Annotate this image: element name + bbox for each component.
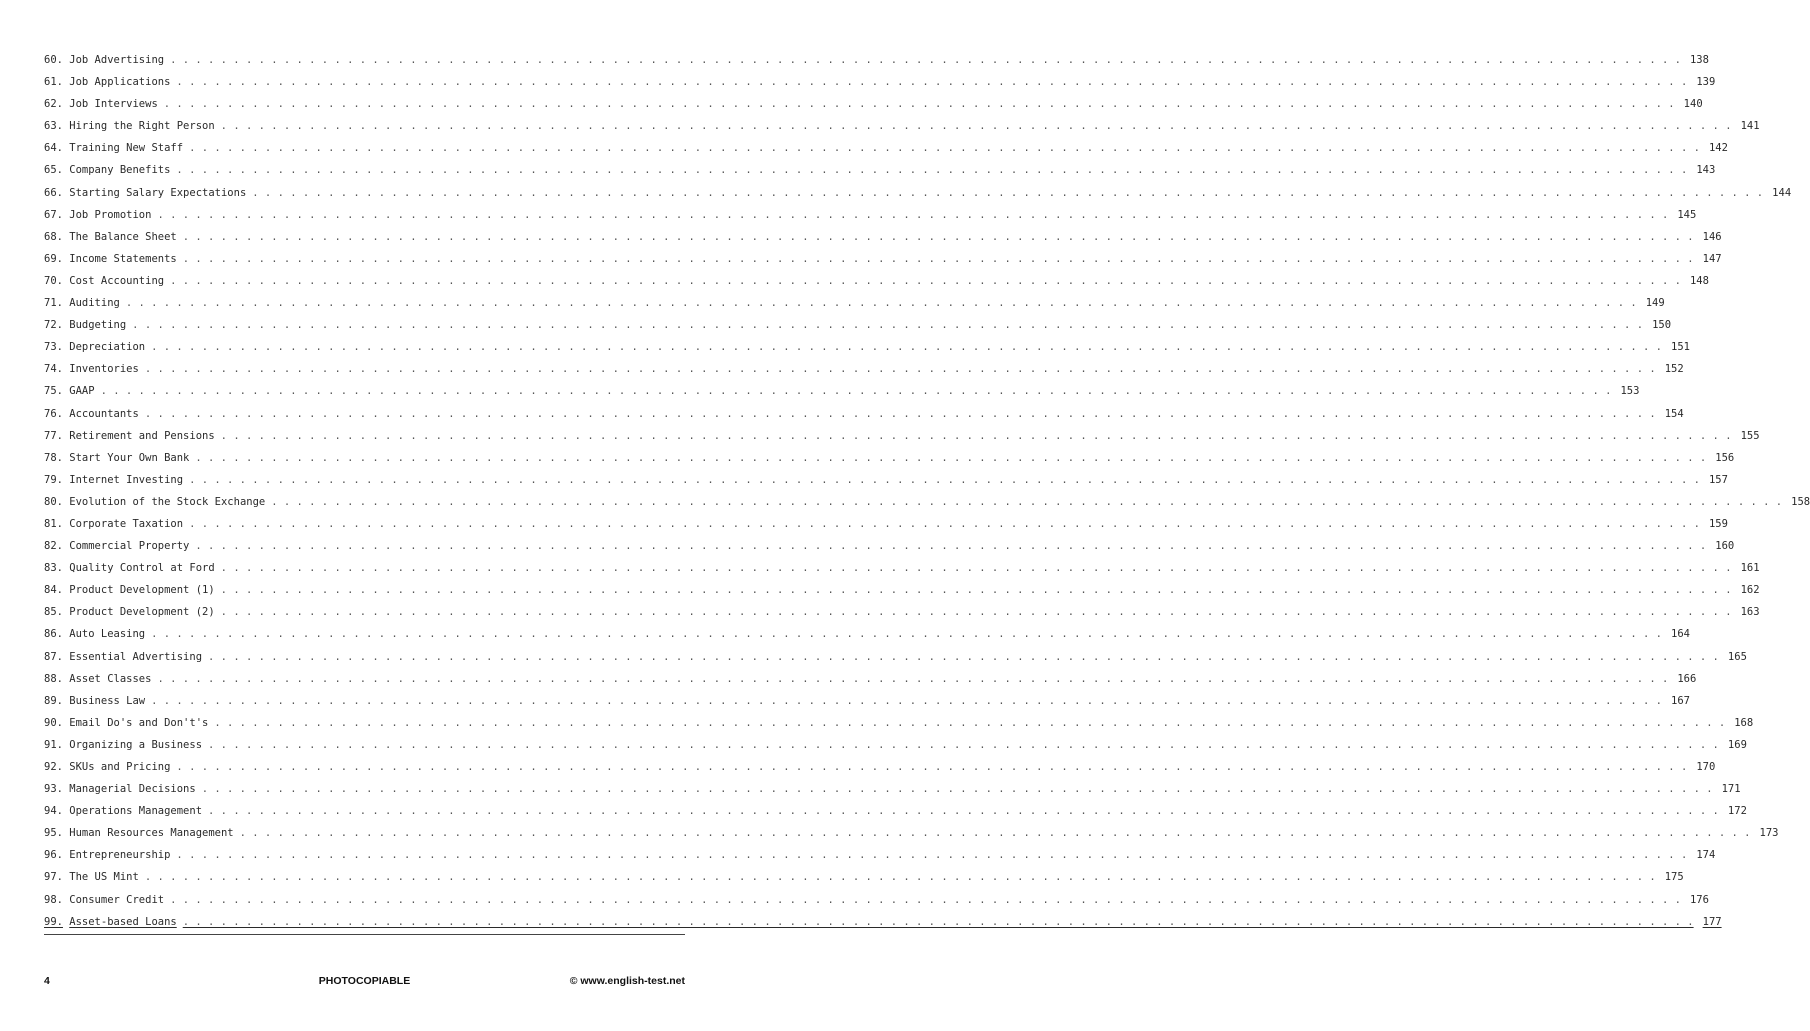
toc-leader-dots: . . . . . . . . . . . . . . . . . . . . . . . . . . . . . . . . . . . . . . . . . . . . . . . . . . . . . . . . . . . . . . . . . . . . . . . . . . . . . . . . . . . . . . . . . . . . . . . . . . . . . . . . . . . . . . . . . . . . . . . .: [220, 584, 1732, 597]
toc-entry-page: 148: [1689, 274, 1709, 287]
toc-entry-number: 69.: [44, 252, 63, 265]
toc-entry: [44, 274, 1709, 297]
toc-entry-number: 84.: [44, 584, 63, 597]
toc-entry-number: 94.: [44, 805, 63, 818]
toc-entry-number: 87.: [44, 650, 63, 663]
toc-entry-page: 170: [1696, 761, 1716, 773]
toc-entry: [44, 451, 1735, 474]
toc-leader-dots: . . . . . . . . . . . . . . . . . . . . . . . . . . . . . . . . . . . . . . . . . . . . . . . . . . . . . . . . . . . . . . . . . . . . . . . . . . . . . . . . . . . . . . . . . . . . . . . . . . . . . . . . . . . . . . . . . . . . . . . .: [170, 54, 1681, 66]
toc-entry-title: The US Mint: [69, 871, 139, 884]
toc-entry-page: 171: [1721, 783, 1741, 796]
toc-entry-title: Income Statements: [69, 252, 177, 265]
toc-entry-page: 147: [1702, 252, 1722, 265]
toc-entry: [44, 783, 1741, 805]
toc-entry-title: Budgeting: [69, 319, 127, 332]
toc-entry: [44, 606, 1760, 628]
toc-leader-dots: . . . . . . . . . . . . . . . . . . . . . . . . . . . . . . . . . . . . . . . . . . . . . . . . . . . . . . . . . . . . . . . . . . . . . . . . . . . . . . . . . . . . . . . . . . . . . . . . . . . . . . . . . . . . . . . . . . . . . . . .: [189, 517, 1700, 530]
toc-entry-page: 140: [1683, 98, 1703, 111]
toc-entry-title: Job Promotion: [69, 208, 152, 221]
toc-entry-title: Cost Accounting: [69, 274, 165, 287]
toc-entry-title: Starting Salary Expectations: [69, 186, 247, 199]
toc-entry-number: 86.: [44, 628, 63, 641]
toc-entry-page: 175: [1664, 871, 1684, 884]
toc-entry-page: 173: [1759, 827, 1779, 840]
toc-entry-number: 91.: [44, 738, 63, 751]
toc-entry-title: SKUs and Pricing: [69, 761, 171, 773]
toc-entry-title: Essential Advertising: [69, 650, 203, 663]
toc-entry-title: Operations Management: [69, 805, 203, 818]
toc-leader-dots: . . . . . . . . . . . . . . . . . . . . . . . . . . . . . . . . . . . . . . . . . . . . . . . . . . . . . . . . . . . . . . . . . . . . . . . . . . . . . . . . . . . . . . . . . . . . . . . . . . . . . . . . . . . . . . . . . . . . . . . .: [144, 363, 1656, 376]
toc-entry: [44, 694, 1690, 717]
toc-entry-title: Business Law: [69, 694, 146, 707]
toc-entry: [44, 827, 1779, 849]
toc-leader-dots: . . . . . . . . . . . . . . . . . . . . . . . . . . . . . . . . . . . . . . . . . . . . . . . . . . . . . . . . . . . . . . . . . . . . . . . . . . . . . . . . . . . . . . . . . . . . . . . . . . . . . . . . . . . . . . . . . . . . . . . .: [176, 761, 1688, 773]
toc-leader-dots: . . . . . . . . . . . . . . . . . . . . . . . . . . . . . . . . . . . . . . . . . . . . . . . . . . . . . . . . . . . . . . . . . . . . . . . . . . . . . . . . . . . . . . . . . . . . . . . . . . . . . . . . . . . . . . . . . . . . . . . .: [144, 871, 1656, 884]
toc-leader-dots: . . . . . . . . . . . . . . . . . . . . . . . . . . . . . . . . . . . . . . . . . . . . . . . . . . . . . . . . . . . . . . . . . . . . . . . . . . . . . . . . . . . . . . . . . . . . . . . . . . . . . . . . . . . . . . . . . . . . . . . .: [163, 98, 1675, 111]
toc-entry-title: Hiring the Right Person: [69, 120, 215, 133]
toc-entry: [44, 363, 1684, 385]
toc-entry-page: 149: [1645, 297, 1665, 310]
toc-entry-number: 92.: [44, 761, 63, 773]
toc-entry-page: 161: [1740, 562, 1760, 575]
toc-entry-page: 174: [1696, 849, 1716, 862]
toc-entry: [44, 871, 1684, 893]
toc-entry: [44, 319, 1672, 341]
toc-leader-dots: . . . . . . . . . . . . . . . . . . . . . . . . . . . . . . . . . . . . . . . . . . . . . . . . . . . . . . . . . . . . . . . . . . . . . . . . . . . . . . . . . . . . . . . . . . . . . . . . . . . . . . . . . . . . . . . . . . . . . . . .: [182, 915, 1694, 928]
toc-entry-page: 156: [1715, 451, 1735, 464]
toc-entry-page: 172: [1727, 805, 1747, 818]
page-footer: [44, 975, 685, 991]
toc-entry-number: 95.: [44, 827, 63, 840]
toc-entry-title: Human Resources Management: [69, 827, 234, 840]
toc-entry-page: 160: [1715, 540, 1735, 553]
toc-entry-number: 68.: [44, 230, 63, 243]
toc-entry-page: 152: [1664, 363, 1684, 376]
toc-entry: [44, 761, 1716, 783]
toc-leader-dots: . . . . . . . . . . . . . . . . . . . . . . . . . . . . . . . . . . . . . . . . . . . . . . . . . . . . . . . . . . . . . . . . . . . . . . . . . . . . . . . . . . . . . . . . . . . . . . . . . . . . . . . . . . . . . . . . . . . . . . . .: [220, 429, 1732, 442]
toc-entry-number: 63.: [44, 120, 63, 133]
toc-entry-page: 162: [1740, 584, 1760, 597]
toc-leader-dots: . . . . . . . . . . . . . . . . . . . . . . . . . . . . . . . . . . . . . . . . . . . . . . . . . . . . . . . . . . . . . . . . . . . . . . . . . . . . . . . . . . . . . . . . . . . . . . . . . . . . . . . . . . . . . . . . . . . . . . . .: [220, 120, 1732, 133]
toc-entry-title: Corporate Taxation: [69, 517, 184, 530]
toc-entry-page: 141: [1740, 120, 1760, 133]
toc-entry-page: 154: [1664, 407, 1684, 420]
toc-leader-dots: . . . . . . . . . . . . . . . . . . . . . . . . . . . . . . . . . . . . . . . . . . . . . . . . . . . . . . . . . . . . . . . . . . . . . . . . . . . . . . . . . . . . . . . . . . . . . . . . . . . . . . . . . . . . . . . . . . . . . . . .: [220, 606, 1732, 619]
toc-leader-dots: . . . . . . . . . . . . . . . . . . . . . . . . . . . . . . . . . . . . . . . . . . . . . . . . . . . . . . . . . . . . . . . . . . . . . . . . . . . . . . . . . . . . . . . . . . . . . . . . . . . . . . . . . . . . . . . . . . . . . . . .: [239, 827, 1751, 840]
toc-entry-number: 98.: [44, 893, 63, 906]
toc-entry-number: 89.: [44, 694, 63, 707]
toc-entry: [44, 252, 1722, 275]
toc-entry-title: Organizing a Business: [69, 738, 203, 751]
toc-entry-title: Inventories: [69, 363, 139, 376]
toc-leader-dots: . . . . . . . . . . . . . . . . . . . . . . . . . . . . . . . . . . . . . . . . . . . . . . . . . . . . . . . . . . . . . . . . . . . . . . . . . . . . . . . . . . . . . . . . . . . . . . . . . . . . . . . . . . . . . . . . . . . . . . . .: [201, 783, 1713, 796]
toc-leader-dots: . . . . . . . . . . . . . . . . . . . . . . . . . . . . . . . . . . . . . . . . . . . . . . . . . . . . . . . . . . . . . . . . . . . . . . . . . . . . . . . . . . . . . . . . . . . . . . . . . . . . . . . . . . . . . . . . . . . . . . . .: [182, 252, 1694, 265]
toc-entry-number: 78.: [44, 451, 63, 464]
toc-entry-number: 61.: [44, 76, 63, 89]
toc-entry: [44, 849, 1716, 871]
toc-entry-page: 138: [1689, 54, 1709, 66]
toc-leader-dots: . . . . . . . . . . . . . . . . . . . . . . . . . . . . . . . . . . . . . . . . . . . . . . . . . . . . . . . . . . . . . . . . . . . . . . . . . . . . . . . . . . . . . . . . . . . . . . . . . . . . . . . . . . . . . . . . . . . . . . . .: [182, 230, 1694, 243]
toc-entry: [44, 164, 1716, 186]
toc-leader-dots: . . . . . . . . . . . . . . . . . . . . . . . . . . . . . . . . . . . . . . . . . . . . . . . . . . . . . . . . . . . . . . . . . . . . . . . . . . . . . . . . . . . . . . . . . . . . . . . . . . . . . . . . . . . . . . . . . . . . . . . .: [157, 208, 1669, 221]
toc-entry-page: 159: [1708, 517, 1728, 530]
toc-entry-title: Asset Classes: [69, 672, 152, 685]
toc-entry-number: 85.: [44, 606, 63, 619]
toc-entry: [44, 120, 1760, 142]
toc-leader-dots: . . . . . . . . . . . . . . . . . . . . . . . . . . . . . . . . . . . . . . . . . . . . . . . . . . . . . . . . . . . . . . . . . . . . . . . . . . . . . . . . . . . . . . . . . . . . . . . . . . . . . . . . . . . . . . . . . . . . . . . .: [195, 451, 1707, 464]
toc-entry-page: 177: [1702, 915, 1722, 928]
toc-leader-dots: . . . . . . . . . . . . . . . . . . . . . . . . . . . . . . . . . . . . . . . . . . . . . . . . . . . . . . . . . . . . . . . . . . . . . . . . . . . . . . . . . . . . . . . . . . . . . . . . . . . . . . . . . . . . . . . . . . . . . . . .: [151, 628, 1662, 641]
toc-entry: [44, 584, 1760, 606]
toc-entry: [44, 517, 1728, 540]
toc-leader-dots: . . . . . . . . . . . . . . . . . . . . . . . . . . . . . . . . . . . . . . . . . . . . . . . . . . . . . . . . . . . . . . . . . . . . . . . . . . . . . . . . . . . . . . . . . . . . . . . . . . . . . . . . . . . . . . . . . . . . . . . .: [189, 473, 1700, 486]
toc-entry-page: 169: [1727, 738, 1747, 751]
toc-leader-dots: . . . . . . . . . . . . . . . . . . . . . . . . . . . . . . . . . . . . . . . . . . . . . . . . . . . . . . . . . . . . . . . . . . . . . . . . . . . . . . . . . . . . . . . . . . . . . . . . . . . . . . . . . . . . . . . . . . . . . . . .: [208, 650, 1719, 663]
toc-entry: [44, 716, 1754, 739]
toc-entry-title: Internet Investing: [69, 473, 184, 486]
toc-entry: [44, 429, 1760, 452]
toc-entry: [44, 628, 1690, 650]
toc-entry: [44, 407, 1684, 430]
toc-leader-dots: . . . . . . . . . . . . . . . . . . . . . . . . . . . . . . . . . . . . . . . . . . . . . . . . . . . . . . . . . . . . . . . . . . . . . . . . . . . . . . . . . . . . . . . . . . . . . . . . . . . . . . . . . . . . . . . . . . . . . . . .: [176, 76, 1688, 89]
toc-leader-dots: . . . . . . . . . . . . . . . . . . . . . . . . . . . . . . . . . . . . . . . . . . . . . . . . . . . . . . . . . . . . . . . . . . . . . . . . . . . . . . . . . . . . . . . . . . . . . . . . . . . . . . . . . . . . . . . . . . . . . . . .: [208, 738, 1719, 751]
toc-leader-dots: . . . . . . . . . . . . . . . . . . . . . . . . . . . . . . . . . . . . . . . . . . . . . . . . . . . . . . . . . . . . . . . . . . . . . . . . . . . . . . . . . . . . . . . . . . . . . . . . . . . . . . . . . . . . . . . . . . . . . . . .: [208, 805, 1719, 818]
toc-leader-dots: . . . . . . . . . . . . . . . . . . . . . . . . . . . . . . . . . . . . . . . . . . . . . . . . . . . . . . . . . . . . . . . . . . . . . . . . . . . . . . . . . . . . . . . . . . . . . . . . . . . . . . . . . . . . . . . . . . . . . . . .: [176, 849, 1688, 862]
toc-entry-page: 164: [1671, 628, 1690, 641]
toc-entry-title: Product Development (1): [69, 584, 215, 597]
toc-entry-number: 74.: [44, 363, 63, 376]
toc-entry-number: 97.: [44, 871, 63, 884]
toc-entry-page: 145: [1677, 208, 1697, 221]
toc-entry: [44, 54, 1709, 76]
toc-entry-page: 150: [1652, 319, 1672, 332]
toc-entry: [44, 186, 1792, 209]
toc-entry-title: Product Development (2): [69, 606, 215, 619]
toc-entry-number: 83.: [44, 562, 63, 575]
toc-entry-number: 73.: [44, 341, 63, 354]
toc-entry: [44, 650, 1747, 673]
toc-entry-page: 168: [1734, 716, 1754, 729]
toc-entry: [44, 76, 1716, 98]
toc-entry-page: 155: [1740, 429, 1760, 442]
toc-entry-number: 62.: [44, 98, 63, 111]
toc-entry-number: 67.: [44, 208, 63, 221]
toc-entry: [44, 562, 1760, 584]
toc-entry: [44, 495, 1810, 518]
toc-entry: [44, 893, 1709, 916]
toc-entry-title: GAAP: [69, 385, 95, 398]
toc-leader-dots: . . . . . . . . . . . . . . . . . . . . . . . . . . . . . . . . . . . . . . . . . . . . . . . . . . . . . . . . . . . . . . . . . . . . . . . . . . . . . . . . . . . . . . . . . . . . . . . . . . . . . . . . . . . . . . . . . . . . . . . .: [157, 672, 1669, 685]
toc-entry-title: Training New Staff: [69, 142, 184, 155]
toc-entry-number: 66.: [44, 186, 63, 199]
toc-entry: [44, 738, 1747, 761]
toc-entry-number: 76.: [44, 407, 63, 420]
toc-leader-dots: . . . . . . . . . . . . . . . . . . . . . . . . . . . . . . . . . . . . . . . . . . . . . . . . . . . . . . . . . . . . . . . . . . . . . . . . . . . . . . . . . . . . . . . . . . . . . . . . . . . . . . . . . . . . . . . . . . . . . . . .: [220, 562, 1732, 575]
toc-entry-page: 146: [1702, 230, 1722, 243]
toc-entry: [44, 208, 1697, 231]
toc-entry-number: 60.: [44, 54, 63, 66]
toc-entry-page: 157: [1708, 473, 1728, 486]
toc-leader-dots: . . . . . . . . . . . . . . . . . . . . . . . . . . . . . . . . . . . . . . . . . . . . . . . . . . . . . . . . . . . . . . . . . . . . . . . . . . . . . . . . . . . . . . . . . . . . . . . . . . . . . . . . . . . . . . . . . . . . . . . .: [144, 407, 1656, 420]
toc-entry-title: Job Advertising: [69, 54, 165, 66]
toc-entry-title: Job Interviews: [69, 98, 158, 111]
toc-entry: [44, 341, 1690, 363]
toc-entry-page: 163: [1740, 606, 1760, 619]
toc-leader-dots: . . . . . . . . . . . . . . . . . . . . . . . . . . . . . . . . . . . . . . . . . . . . . . . . . . . . . . . . . . . . . . . . . . . . . . . . . . . . . . . . . . . . . . . . . . . . . . . . . . . . . . . . . . . . . . . . . . . . . . . .: [151, 694, 1662, 707]
toc-entry-number: 99.: [44, 915, 63, 928]
toc-leader-dots: . . . . . . . . . . . . . . . . . . . . . . . . . . . . . . . . . . . . . . . . . . . . . . . . . . . . . . . . . . . . . . . . . . . . . . . . . . . . . . . . . . . . . . . . . . . . . . . . . . . . . . . . . . . . . . . . . . . . . . . .: [170, 274, 1681, 287]
toc-entry-number: 64.: [44, 142, 63, 155]
toc-entry-page: 165: [1727, 650, 1747, 663]
toc-leader-dots: . . . . . . . . . . . . . . . . . . . . . . . . . . . . . . . . . . . . . . . . . . . . . . . . . . . . . . . . . . . . . . . . . . . . . . . . . . . . . . . . . . . . . . . . . . . . . . . . . . . . . . . . . . . . . . . . . . . . . . . .: [189, 142, 1700, 155]
toc-leader-dots: . . . . . . . . . . . . . . . . . . . . . . . . . . . . . . . . . . . . . . . . . . . . . . . . . . . . . . . . . . . . . . . . . . . . . . . . . . . . . . . . . . . . . . . . . . . . . . . . . . . . . . . . . . . . . . . . . . . . . . . .: [176, 164, 1688, 177]
toc-entry: [44, 297, 1665, 319]
toc-entry: [44, 473, 1728, 496]
toc-entry-number: 90.: [44, 716, 63, 729]
toc-entry-title: Managerial Decisions: [69, 783, 196, 796]
toc-entry-page: 143: [1696, 164, 1716, 177]
table-of-contents: [44, 54, 1810, 938]
toc-entry: [44, 142, 1728, 164]
toc-entry: [44, 230, 1722, 253]
toc-leader-dots: . . . . . . . . . . . . . . . . . . . . . . . . . . . . . . . . . . . . . . . . . . . . . . . . . . . . . . . . . . . . . . . . . . . . . . . . . . . . . . . . . . . . . . . . . . . . . . . . . . . . . . . . . . . . . . . . . . . . . . . .: [170, 893, 1681, 906]
toc-entry-number: 96.: [44, 849, 63, 862]
toc-entry-title: Accountants: [69, 407, 139, 420]
toc-leader-dots: . . . . . . . . . . . . . . . . . . . . . . . . . . . . . . . . . . . . . . . . . . . . . . . . . . . . . . . . . . . . . . . . . . . . . . . . . . . . . . . . . . . . . . . . . . . . . . . . . . . . . . . . . . . . . . . . . . . . . . . .: [252, 186, 1764, 199]
toc-entry-number: 80.: [44, 495, 63, 508]
toc-entry-number: 75.: [44, 385, 63, 398]
toc-entry-page: 142: [1708, 142, 1728, 155]
toc-entry-number: 79.: [44, 473, 63, 486]
toc-entry-page: 144: [1772, 186, 1792, 199]
toc-leader-dots: . . . . . . . . . . . . . . . . . . . . . . . . . . . . . . . . . . . . . . . . . . . . . . . . . . . . . . . . . . . . . . . . . . . . . . . . . . . . . . . . . . . . . . . . . . . . . . . . . . . . . . . . . . . . . . . . . . . . . . . .: [195, 540, 1707, 553]
toc-entry-number: 81.: [44, 517, 63, 530]
toc-leader-dots: . . . . . . . . . . . . . . . . . . . . . . . . . . . . . . . . . . . . . . . . . . . . . . . . . . . . . . . . . . . . . . . . . . . . . . . . . . . . . . . . . . . . . . . . . . . . . . . . . . . . . . . . . . . . . . . . . . . . . . . .: [132, 319, 1644, 332]
toc-entry-number: 71.: [44, 297, 63, 310]
toc-entry-title: The Balance Sheet: [69, 230, 177, 243]
toc-entry: [44, 672, 1697, 695]
toc-entry-number: 82.: [44, 540, 63, 553]
toc-entry-title: Commercial Property: [69, 540, 190, 553]
toc-entry-page: 151: [1671, 341, 1690, 354]
toc-entry-number: 72.: [44, 319, 63, 332]
toc-entry: [44, 915, 1722, 938]
toc-entry-page: 158: [1791, 495, 1810, 508]
toc-entry-title: Quality Control at Ford: [69, 562, 215, 575]
toc-entry-page: 153: [1620, 385, 1640, 398]
toc-entry-page: 166: [1677, 672, 1697, 685]
toc-entry-title: Consumer Credit: [69, 893, 165, 906]
toc-entry: [44, 805, 1747, 827]
toc-leader-dots: . . . . . . . . . . . . . . . . . . . . . . . . . . . . . . . . . . . . . . . . . . . . . . . . . . . . . . . . . . . . . . . . . . . . . . . . . . . . . . . . . . . . . . . . . . . . . . . . . . . . . . . . . . . . . . . . . . . . . . . .: [151, 341, 1662, 354]
toc-entry-title: Retirement and Pensions: [69, 429, 215, 442]
toc-leader-dots: . . . . . . . . . . . . . . . . . . . . . . . . . . . . . . . . . . . . . . . . . . . . . . . . . . . . . . . . . . . . . . . . . . . . . . . . . . . . . . . . . . . . . . . . . . . . . . . . . . . . . . . . . . . . . . . . . . . . . . . .: [100, 385, 1612, 398]
toc-entry-number: 65.: [44, 164, 63, 177]
toc-entry: [44, 540, 1735, 562]
toc-leader-dots: . . . . . . . . . . . . . . . . . . . . . . . . . . . . . . . . . . . . . . . . . . . . . . . . . . . . . . . . . . . . . . . . . . . . . . . . . . . . . . . . . . . . . . . . . . . . . . . . . . . . . . . . . . . . . . . . . . . . . . . .: [125, 297, 1637, 310]
footer-copyright: © www.english-test.net: [569, 975, 685, 987]
footer-photocopiable: PHOTOCOPIABLE: [318, 975, 411, 987]
toc-entry-number: 93.: [44, 783, 63, 796]
toc-entry-title: Auto Leasing: [69, 628, 146, 641]
toc-entry-number: 88.: [44, 672, 63, 685]
toc-entry-title: Company Benefits: [69, 164, 171, 177]
toc-entry-page: 167: [1671, 694, 1690, 707]
toc-entry-title: Auditing: [69, 297, 120, 310]
toc-entry-title: Asset-based Loans: [69, 915, 177, 928]
toc-entry-title: Email Do's and Don't's: [69, 716, 209, 729]
toc-entry-title: Start Your Own Bank: [69, 451, 190, 464]
toc-entry-page: 139: [1696, 76, 1716, 89]
toc-entry: [44, 98, 1703, 120]
toc-entry-title: Depreciation: [69, 341, 146, 354]
footer-page-number: 4: [44, 975, 50, 987]
toc-entry-number: 77.: [44, 429, 63, 442]
toc-entry-title: Entrepreneurship: [69, 849, 171, 862]
toc-leader-dots: . . . . . . . . . . . . . . . . . . . . . . . . . . . . . . . . . . . . . . . . . . . . . . . . . . . . . . . . . . . . . . . . . . . . . . . . . . . . . . . . . . . . . . . . . . . . . . . . . . . . . . . . . . . . . . . . . . . . . . . .: [271, 495, 1783, 508]
toc-entry: [44, 385, 1640, 407]
toc-entry-title: Evolution of the Stock Exchange: [69, 495, 266, 508]
toc-leader-dots: . . . . . . . . . . . . . . . . . . . . . . . . . . . . . . . . . . . . . . . . . . . . . . . . . . . . . . . . . . . . . . . . . . . . . . . . . . . . . . . . . . . . . . . . . . . . . . . . . . . . . . . . . . . . . . . . . . . . . . . .: [214, 716, 1726, 729]
toc-entry-title: Job Applications: [69, 76, 171, 89]
toc-entry-page: 176: [1689, 893, 1709, 906]
toc-entry-number: 70.: [44, 274, 63, 287]
